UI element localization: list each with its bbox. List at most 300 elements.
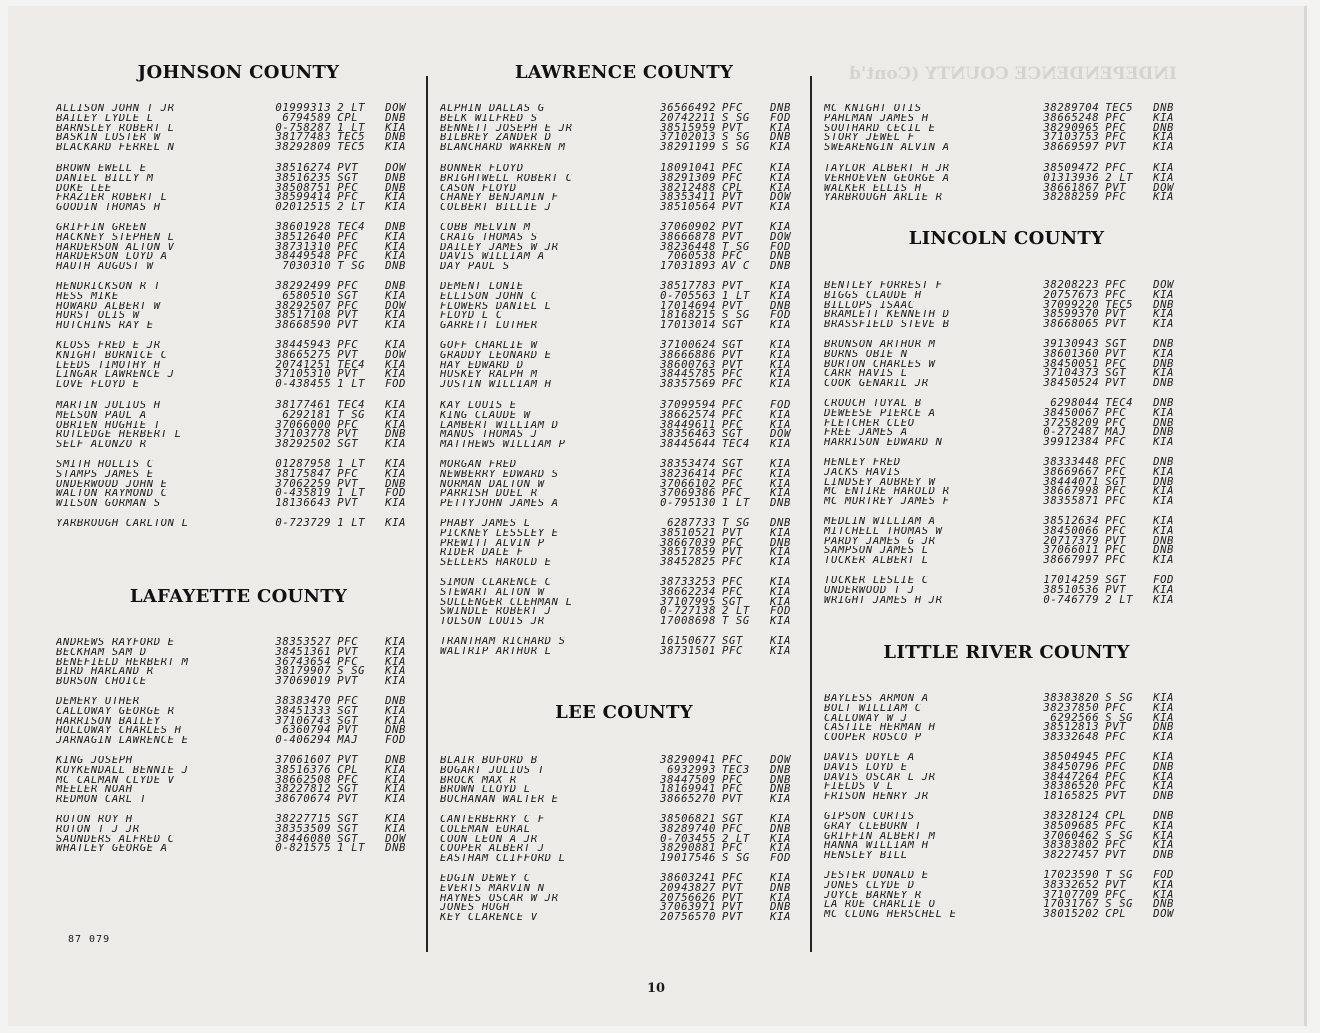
soldier-name: HAUTH AUGUST W — [56, 262, 154, 272]
status: KIA — [385, 438, 407, 451]
rank: PFC — [722, 773, 743, 786]
serial-number: 38292502 — [275, 438, 332, 451]
soldier-name: CASON FLOYD — [440, 183, 517, 194]
soldier-name: HOWARD ALBERT W — [56, 301, 161, 312]
rank: CPL — [722, 181, 743, 194]
serial-number: 38600763 — [660, 358, 716, 371]
roster-row — [824, 701, 1189, 714]
rank: PFC — [337, 191, 359, 204]
roster-group — [824, 753, 1189, 802]
serial-number: 38212488 — [660, 181, 716, 194]
status: KIA — [385, 458, 407, 470]
roster-row — [56, 203, 421, 213]
rank: PFC — [1105, 819, 1127, 832]
serial-number: 38509472 — [1043, 162, 1100, 174]
rank: PFC — [1105, 888, 1127, 901]
roster-row — [824, 487, 1189, 497]
status: KIA — [1153, 770, 1175, 783]
rank: SGT — [337, 783, 359, 796]
status: KIA — [770, 872, 791, 884]
roster-row — [440, 499, 808, 509]
rank: TEC4 — [337, 399, 366, 411]
status: KIA — [1153, 711, 1175, 724]
serial-number: 38236448 — [660, 240, 716, 253]
serial-number: 38357569 — [660, 378, 716, 391]
serial-number: 37099594 — [660, 399, 716, 411]
serial-number: 38292507 — [275, 299, 332, 312]
status: DOW — [385, 299, 407, 312]
soldier-name: OBRIEN HUGHIE T — [56, 420, 161, 431]
roster-row — [56, 164, 421, 174]
status: KIA — [385, 793, 407, 806]
rank: 1 LT — [337, 378, 366, 391]
serial-number: 37060462 — [1043, 829, 1100, 842]
roster-row — [440, 558, 808, 568]
status: DOW — [770, 428, 791, 441]
rank: PVT — [337, 309, 359, 322]
roster-row — [824, 770, 1189, 783]
soldier-name: ALPHIN DALLAS G — [440, 104, 545, 114]
roster-row — [824, 910, 1189, 920]
soldier-name: PICKNEY LESSLEY E — [440, 528, 559, 539]
rank: CPL — [337, 763, 359, 776]
roster-row — [56, 230, 421, 243]
soldier-name: CANTERBERRY C F — [440, 815, 545, 825]
rank: T SG — [722, 517, 750, 529]
soldier-name: WALKER ELLIS H — [824, 183, 922, 194]
soldier-name: CALLOWAY W J — [824, 713, 908, 724]
serial-number: 38290941 — [660, 754, 716, 766]
serial-number: 0-746779 — [1043, 593, 1100, 606]
serial-number: 38444071 — [1043, 475, 1100, 488]
serial-number: 02012515 — [275, 201, 332, 214]
rank: PVT — [1105, 721, 1127, 734]
status: DNB — [1153, 397, 1175, 409]
status: KIA — [1153, 829, 1175, 842]
roster-row — [440, 370, 808, 380]
soldier-name: COON LEON A JR — [440, 834, 538, 845]
status: KIA — [1153, 554, 1175, 567]
rank: T SG — [1105, 869, 1134, 881]
status: KIA — [770, 162, 791, 174]
serial-number: 38661867 — [1043, 181, 1100, 194]
roster-row — [824, 357, 1189, 370]
soldier-name: MC CLUNG HERSCHEL E — [824, 910, 957, 920]
serial-number: 38517108 — [275, 309, 332, 322]
status: DNB — [1153, 377, 1175, 390]
bleed-through-title: INDEPENDENCE COUNTY (Cont'd — [849, 64, 1177, 84]
roster-row — [824, 133, 1189, 143]
status: KIA — [385, 141, 407, 154]
serial-number: 18091041 — [660, 162, 716, 174]
status: KIA — [1153, 191, 1175, 204]
rank: PVT — [1105, 583, 1127, 596]
status: KIA — [1153, 495, 1175, 508]
soldier-name: PARRISH DUEL R — [440, 489, 538, 500]
rank: PVT — [337, 793, 359, 806]
roster-row — [56, 380, 421, 390]
status: KIA — [770, 368, 791, 381]
rank: PVT — [337, 477, 359, 490]
soldier-name: HENSLEY BILL — [824, 851, 908, 861]
status: KIA — [385, 497, 407, 510]
serial-number: 38353474 — [660, 458, 716, 470]
soldier-name: LEEDS TIMOTHY H — [56, 360, 161, 371]
soldier-name: RIDER DALE F — [440, 548, 524, 559]
soldier-name: HANNA WILLIAM H — [824, 841, 929, 852]
rank: SGT — [337, 714, 359, 727]
rank: 1 LT — [722, 289, 750, 302]
soldier-name: EASTHAM CLIFFORD L — [440, 854, 566, 864]
county-title-lincoln: LINCOLN COUNTY — [908, 228, 1105, 249]
soldier-name: BILBREY ZANDER D — [440, 133, 552, 144]
soldier-name: MATTHEWS WILLIAM P — [440, 440, 566, 450]
soldier-name: DAY PAUL S — [440, 262, 510, 272]
soldier-name: DANIEL BILLY M — [56, 173, 154, 184]
status: KIA — [770, 408, 791, 421]
soldier-name: BIRD HARLAND R — [56, 667, 154, 678]
serial-number: 38667039 — [660, 536, 716, 549]
roster-row — [824, 310, 1189, 320]
status: DNB — [1153, 810, 1175, 822]
serial-number: 7060538 — [667, 250, 716, 263]
roster-row — [824, 711, 1189, 724]
status: KIA — [770, 526, 791, 539]
soldier-name: DAILEY JAMES W JR — [440, 242, 559, 253]
serial-number: 38383470 — [275, 695, 332, 707]
status: KIA — [385, 763, 407, 776]
soldier-name: ANDREWS RAYFORD E — [56, 638, 175, 648]
rank: PFC — [1105, 456, 1127, 468]
rank: SGT — [337, 813, 359, 825]
rank: PFC — [1105, 465, 1127, 478]
rank: PVT — [722, 901, 743, 914]
soldier-name: KING JOSEPH — [56, 756, 133, 766]
status: FOD — [770, 240, 791, 253]
rank: TEC5 — [1105, 102, 1134, 114]
roster-row — [440, 467, 808, 480]
rank: PVT — [722, 201, 743, 214]
roster-row — [56, 321, 421, 331]
roster-group — [56, 756, 421, 805]
roster-group — [824, 871, 1189, 920]
soldier-name: BONNER FLOYD — [440, 164, 524, 174]
status: FOD — [385, 734, 407, 747]
roster-row — [824, 900, 1189, 910]
rank: PVT — [337, 675, 359, 688]
county-title-little-river: LITTLE RIVER COUNTY — [883, 642, 1130, 663]
soldier-name: JUSTIN WILLIAM H — [440, 380, 552, 390]
serial-number: 20943827 — [660, 881, 716, 894]
roster-row — [440, 171, 808, 184]
soldier-name: SWINDLE ROBERT J — [440, 607, 552, 618]
soldier-name: REDMON CARL T — [56, 795, 147, 805]
status: FOD — [770, 309, 791, 322]
soldier-name: JONES HUGH — [440, 903, 510, 914]
roster-row — [440, 380, 808, 390]
serial-number: 37106743 — [275, 714, 332, 727]
soldier-name: UNDERWOOD T J — [824, 585, 915, 596]
rank: 1 LT — [337, 517, 366, 529]
status: KIA — [1153, 465, 1175, 478]
soldier-name: BENNETT JOSEPH E JR — [440, 123, 573, 134]
serial-number: 38665275 — [275, 348, 332, 361]
soldier-name: BOGART JULIUS T — [440, 765, 545, 776]
status: KIA — [1153, 583, 1175, 596]
soldier-name: DEMERY UTHER — [56, 697, 140, 707]
roster-group — [824, 399, 1189, 448]
soldier-name: HESS MIKE — [56, 291, 119, 302]
soldier-name: HAYNES OSCAR W JR — [440, 893, 559, 904]
soldier-name: COOPER ROSCO P — [824, 733, 922, 743]
soldier-name: PETTYJOHN JAMES A — [440, 499, 559, 509]
serial-number: 38669667 — [1043, 465, 1100, 478]
roster-row — [56, 467, 421, 480]
roster-row — [824, 193, 1189, 203]
soldier-name: DEWEESE PIERCE A — [824, 408, 936, 419]
roster-row — [56, 832, 421, 845]
rank: PFC — [1105, 162, 1127, 174]
soldier-name: GOFF CHARLIE W — [440, 341, 538, 351]
rank: MAJ — [337, 734, 359, 747]
soldier-name: WRIGHT JAMES H JR — [824, 595, 943, 606]
soldier-name: HUSKEY RALPH M — [440, 370, 538, 381]
serial-number: 38515959 — [660, 121, 716, 134]
soldier-name: KEY CLARENCE V — [440, 913, 538, 923]
soldier-name: BIGGS CLAUDE H — [824, 290, 922, 301]
roster-row — [440, 121, 808, 134]
soldier-name: STEWART ALTON W — [440, 587, 545, 598]
roster-row — [440, 143, 808, 153]
serial-number: 0-727138 — [660, 605, 716, 618]
soldier-name: MELSON PAUL A — [56, 410, 147, 421]
status: KIA — [770, 221, 791, 233]
roster-row — [56, 121, 421, 134]
roster-row — [56, 795, 421, 805]
soldier-name: HENDRICKSON R T — [56, 282, 161, 292]
status: FOD — [385, 378, 407, 391]
roster-row — [440, 164, 808, 174]
roster-row — [56, 171, 421, 184]
status: KIA — [1153, 888, 1175, 901]
rank: PFC — [337, 240, 359, 253]
rank: SGT — [722, 595, 743, 608]
serial-number: 38512640 — [275, 230, 332, 243]
serial-number: 38175847 — [275, 467, 332, 480]
serial-number: 0-795130 — [660, 497, 716, 510]
soldier-name: SELLERS HAROLD E — [440, 558, 552, 568]
serial-number: 17014694 — [660, 299, 716, 312]
rank: PVT — [1105, 849, 1127, 862]
serial-number: 20756626 — [660, 891, 716, 904]
roster-group — [440, 164, 808, 213]
rank: 2 LT — [337, 201, 366, 214]
county-title-lawrence: LAWRENCE COUNTY — [514, 62, 734, 83]
status: KIA — [385, 467, 407, 480]
status: DNB — [770, 497, 791, 510]
status: KIA — [770, 813, 791, 825]
status: DNB — [385, 131, 407, 144]
rank: 1 LT — [337, 487, 366, 500]
soldier-name: BENEFIELD HERBERT M — [56, 657, 189, 668]
soldier-name: BLAIR BUFORD B — [440, 756, 538, 766]
rank: SGT — [337, 438, 359, 451]
rank: PFC — [722, 408, 743, 421]
roster-row — [56, 370, 421, 380]
status: KIA — [770, 438, 791, 451]
roster-row — [56, 477, 421, 490]
rank: PFC — [1105, 544, 1127, 557]
soldier-name: DOKE LEE — [56, 183, 112, 194]
status: DNB — [1153, 416, 1175, 429]
serial-number: 38015202 — [1043, 908, 1100, 921]
status: KIA — [1153, 593, 1175, 606]
roster-row — [440, 348, 808, 361]
roster-row — [56, 358, 421, 371]
soldier-name: COLBERT BILLIE J — [440, 203, 552, 213]
serial-number: 38227812 — [275, 783, 332, 796]
serial-number: 38512634 — [1043, 515, 1100, 527]
serial-number: 38292499 — [275, 280, 332, 292]
rank: PVT — [722, 191, 743, 204]
status: KIA — [770, 121, 791, 134]
soldier-name: KLOSS FRED E JR — [56, 341, 161, 351]
soldier-name: RUTLEDGE HERBERT L — [56, 430, 182, 441]
status: KIA — [385, 773, 407, 786]
soldier-name: MC CALMAN CLYDE V — [56, 775, 175, 786]
rank: PVT — [722, 891, 743, 904]
status: DNB — [385, 171, 407, 184]
roster-row — [440, 607, 808, 617]
soldier-name: PHABY JAMES L — [440, 519, 531, 529]
soldier-name: COOK GENARIL JR — [824, 379, 929, 389]
soldier-name: KNIGHT BURNICE C — [56, 350, 168, 361]
status: KIA — [385, 399, 407, 411]
roster-row — [824, 782, 1189, 792]
roster-row — [440, 440, 808, 450]
soldier-name: FRISON HENRY JR — [824, 792, 929, 802]
serial-number: 39130943 — [1043, 338, 1100, 350]
soldier-name: MITCHELL THOMAS W — [824, 526, 943, 537]
status: DOW — [385, 162, 407, 174]
status: DOW — [1153, 181, 1175, 194]
serial-number: 37102013 — [660, 131, 716, 144]
status: DNB — [1153, 426, 1175, 439]
roster-group — [824, 281, 1189, 330]
serial-number: 37060902 — [660, 221, 716, 233]
rank: PFC — [1105, 554, 1127, 567]
serial-number: 38356463 — [660, 428, 716, 441]
soldier-name: ROTON ROY H — [56, 815, 133, 825]
status: KIA — [1153, 406, 1175, 419]
status: KIA — [770, 171, 791, 184]
soldier-name: MC KNIGHT OTIS — [824, 104, 922, 114]
rank: PFC — [337, 418, 359, 431]
serial-number: 17014259 — [1043, 574, 1100, 586]
roster-row — [440, 460, 808, 470]
rank: PFC — [722, 477, 743, 490]
status: KIA — [385, 517, 407, 529]
rank: PFC — [722, 162, 743, 174]
rank: PVT — [722, 546, 743, 559]
serial-number: 38510521 — [660, 526, 716, 539]
roster-row — [440, 578, 808, 588]
status: KIA — [1153, 878, 1175, 891]
status: KIA — [1153, 347, 1175, 360]
roster-row — [56, 104, 421, 114]
serial-number: 38452825 — [660, 556, 716, 569]
roster-row — [56, 519, 421, 529]
rank: SGT — [722, 339, 743, 351]
serial-number: 37061607 — [275, 754, 332, 766]
soldier-name: TOLSON LOUIS JR — [440, 617, 545, 627]
soldier-name: BECKHAM SAM D — [56, 647, 147, 658]
roster-row — [824, 723, 1189, 733]
roster-row — [824, 104, 1189, 114]
soldier-name: HARDERSON ALTON V — [56, 242, 175, 253]
roster-group — [824, 517, 1189, 566]
roster-row — [824, 379, 1189, 389]
status: DNB — [1153, 898, 1175, 911]
soldier-name: BURNS OBIE N — [824, 349, 908, 360]
status: KIA — [770, 595, 791, 608]
serial-number: 38662234 — [660, 585, 716, 598]
rank: S SG — [1105, 829, 1134, 842]
roster-row — [56, 289, 421, 302]
roster-group — [440, 460, 808, 509]
status: KIA — [770, 576, 791, 588]
rank: PFC — [1105, 524, 1127, 537]
roster-row — [824, 841, 1189, 851]
rank: SGT — [722, 428, 743, 441]
roster-row — [56, 133, 421, 143]
soldier-name: PAHLMAN JAMES H — [824, 113, 929, 124]
soldier-name: COLEMAN EURAL — [440, 824, 531, 835]
status: DOW — [385, 832, 407, 845]
serial-number: 18168215 — [660, 309, 716, 322]
rank: PVT — [337, 368, 359, 381]
status: KIA — [385, 230, 407, 243]
rank: TEC3 — [722, 763, 750, 776]
rank: 2 LT — [722, 605, 750, 618]
roster-group — [824, 812, 1189, 861]
rank: PFC — [1105, 839, 1127, 852]
rank: PFC — [722, 378, 743, 391]
roster-group — [824, 164, 1189, 203]
status: KIA — [385, 645, 407, 658]
serial-number: 38333448 — [1043, 456, 1100, 468]
status: KIA — [385, 121, 407, 134]
status: DOW — [770, 191, 791, 204]
soldier-name: CASTILE HERMAN H — [824, 723, 936, 734]
soldier-name: WHATLEY GEORGE A — [56, 844, 168, 855]
rank: TEC4 — [337, 358, 366, 371]
status: KIA — [385, 665, 407, 678]
roster-group — [56, 282, 421, 331]
serial-number: 38666886 — [660, 348, 716, 361]
status: KIA — [385, 289, 407, 302]
serial-number: 38451361 — [275, 645, 332, 658]
rank: PFC — [337, 773, 359, 786]
roster-row — [56, 645, 421, 658]
serial-number: 38208223 — [1043, 279, 1100, 291]
soldier-name: SULLENGER CLEHMAN L — [440, 597, 573, 608]
status: DNB — [770, 763, 791, 776]
status: DNB — [1153, 357, 1175, 370]
serial-number: 38445785 — [660, 368, 716, 381]
roster-row — [824, 164, 1189, 174]
roster-row — [56, 193, 421, 203]
